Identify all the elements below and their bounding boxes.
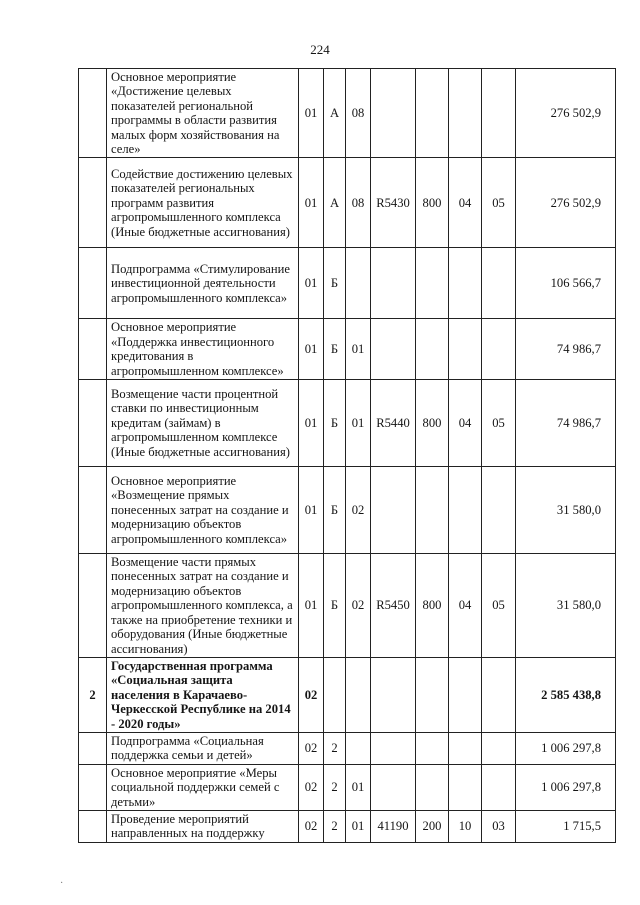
subsection-cell	[482, 69, 516, 158]
expense-type-cell	[416, 764, 449, 810]
row-name-cell: Подпрограмма «Социальная поддержка семьи и детей»	[107, 732, 299, 764]
activity-code-cell: 08	[346, 158, 371, 248]
table-row	[79, 158, 616, 248]
program-code-cell: 02	[299, 732, 324, 764]
row-name-cell: Проведение мероприятий направленных на поддержку	[107, 810, 299, 842]
section-cell: 04	[449, 554, 482, 658]
table-row	[79, 810, 616, 842]
activity-code-cell: 01	[346, 380, 371, 467]
amount-cell: 1 006 297,8	[516, 764, 616, 810]
subsection-cell: 03	[482, 810, 516, 842]
section-cell: 10	[449, 810, 482, 842]
activity-code-cell: 01	[346, 319, 371, 380]
subprogram-code-cell: 2	[324, 732, 346, 764]
amount-cell: 276 502,9	[516, 69, 616, 158]
program-code-cell: 01	[299, 380, 324, 467]
direction-code-cell	[371, 69, 416, 158]
row-number-cell	[79, 764, 107, 810]
expense-type-cell: 800	[416, 380, 449, 467]
section-cell	[449, 248, 482, 319]
row-number-cell	[79, 810, 107, 842]
table-row	[79, 248, 616, 319]
table-row	[79, 319, 616, 380]
direction-code-cell	[371, 467, 416, 554]
direction-code-cell: R5440	[371, 380, 416, 467]
page-number: 224	[310, 42, 330, 57]
row-name-cell: Основное мероприятие «Возмещение прямых понесенных затрат на создание и модернизацию объектов агропромышленного комплекса»	[107, 467, 299, 554]
section-cell	[449, 467, 482, 554]
subsection-cell: 05	[482, 380, 516, 467]
row-name-cell: Возмещение части процентной ставки по инвестиционным кредитам (займам) в агропромышленном комплексе (Иные бюджетные ассигнования)	[107, 380, 299, 467]
program-code-cell: 01	[299, 158, 324, 248]
program-code-cell: 01	[299, 319, 324, 380]
amount-cell: 1 006 297,8	[516, 732, 616, 764]
subsection-cell: 05	[482, 554, 516, 658]
section-cell	[449, 319, 482, 380]
table-row	[79, 467, 616, 554]
expense-type-cell	[416, 248, 449, 319]
subsection-cell	[482, 467, 516, 554]
row-number-cell	[79, 158, 107, 248]
row-number-cell: 2	[79, 657, 107, 732]
subsection-cell	[482, 248, 516, 319]
activity-code-cell	[346, 732, 371, 764]
expense-type-cell	[416, 467, 449, 554]
direction-code-cell	[371, 319, 416, 380]
direction-code-cell	[371, 248, 416, 319]
row-name-cell: Основное мероприятие «Поддержка инвестиционного кредитования в агропромышленном комплексе»	[107, 319, 299, 380]
scan-mark: ·	[60, 878, 64, 889]
table-row	[79, 732, 616, 764]
direction-code-cell: R5450	[371, 554, 416, 658]
activity-code-cell	[346, 657, 371, 732]
table-row	[79, 69, 616, 158]
expense-type-cell	[416, 732, 449, 764]
section-cell: 04	[449, 380, 482, 467]
subprogram-code-cell: 2	[324, 764, 346, 810]
section-cell	[449, 657, 482, 732]
subsection-cell: 05	[482, 158, 516, 248]
table-row	[79, 764, 616, 810]
amount-cell: 31 580,0	[516, 554, 616, 658]
amount-cell: 74 986,7	[516, 380, 616, 467]
program-code-cell: 02	[299, 810, 324, 842]
amount-cell: 276 502,9	[516, 158, 616, 248]
subprogram-code-cell: Б	[324, 467, 346, 554]
program-code-cell: 02	[299, 764, 324, 810]
activity-code-cell: 01	[346, 810, 371, 842]
subprogram-code-cell: Б	[324, 380, 346, 467]
row-number-cell	[79, 467, 107, 554]
amount-cell: 31 580,0	[516, 467, 616, 554]
activity-code-cell	[346, 248, 371, 319]
subprogram-code-cell: А	[324, 158, 346, 248]
activity-code-cell: 08	[346, 69, 371, 158]
subsection-cell	[482, 657, 516, 732]
expense-type-cell: 800	[416, 554, 449, 658]
amount-cell: 2 585 438,8	[516, 657, 616, 732]
subprogram-code-cell	[324, 657, 346, 732]
direction-code-cell	[371, 732, 416, 764]
row-number-cell	[79, 248, 107, 319]
table-row	[79, 380, 616, 467]
section-cell	[449, 764, 482, 810]
row-number-cell	[79, 319, 107, 380]
row-name-cell: Содействие достижению целевых показателей региональных программ развития агропромышленного комплекса (Иные бюджетные ассигнования)	[107, 158, 299, 248]
direction-code-cell	[371, 764, 416, 810]
row-number-cell	[79, 732, 107, 764]
budget-table	[78, 68, 616, 843]
expense-type-cell: 800	[416, 158, 449, 248]
expense-type-cell	[416, 657, 449, 732]
direction-code-cell: 41190	[371, 810, 416, 842]
section-cell	[449, 69, 482, 158]
subprogram-code-cell: А	[324, 69, 346, 158]
activity-code-cell: 02	[346, 554, 371, 658]
table-row	[79, 554, 616, 658]
subsection-cell	[482, 319, 516, 380]
program-code-cell: 01	[299, 554, 324, 658]
expense-type-cell	[416, 69, 449, 158]
row-number-cell	[79, 554, 107, 658]
row-number-cell	[79, 380, 107, 467]
direction-code-cell	[371, 657, 416, 732]
section-cell: 04	[449, 158, 482, 248]
activity-code-cell: 01	[346, 764, 371, 810]
subprogram-code-cell: Б	[324, 248, 346, 319]
amount-cell: 106 566,7	[516, 248, 616, 319]
row-name-cell: Государственная программа «Социальная защита населения в Карачаево-Черкесской Республике на 2014 - 2020 годы»	[107, 657, 299, 732]
row-name-cell: Подпрограмма «Стимулирование инвестиционной деятельности агропромышленного комплекса»	[107, 248, 299, 319]
expense-type-cell: 200	[416, 810, 449, 842]
table-row	[79, 657, 616, 732]
program-code-cell: 02	[299, 657, 324, 732]
program-code-cell: 01	[299, 248, 324, 319]
activity-code-cell: 02	[346, 467, 371, 554]
program-code-cell: 01	[299, 467, 324, 554]
row-name-cell: Основное мероприятие «Достижение целевых показателей региональной программы в области развития малых форм хозяйствования на селе»	[107, 69, 299, 158]
amount-cell: 74 986,7	[516, 319, 616, 380]
subprogram-code-cell: Б	[324, 554, 346, 658]
subsection-cell	[482, 764, 516, 810]
section-cell	[449, 732, 482, 764]
row-number-cell	[79, 69, 107, 158]
amount-cell: 1 715,5	[516, 810, 616, 842]
direction-code-cell: R5430	[371, 158, 416, 248]
subprogram-code-cell: Б	[324, 319, 346, 380]
program-code-cell: 01	[299, 69, 324, 158]
row-name-cell: Основное мероприятие «Меры социальной поддержки семей с детьми»	[107, 764, 299, 810]
row-name-cell: Возмещение части прямых понесенных затрат на создание и модернизацию объектов агропромышленного комплекса, а также на приобретение техники и оборудования (Иные бюджетные ассигнования)	[107, 554, 299, 658]
subsection-cell	[482, 732, 516, 764]
expense-type-cell	[416, 319, 449, 380]
subprogram-code-cell: 2	[324, 810, 346, 842]
